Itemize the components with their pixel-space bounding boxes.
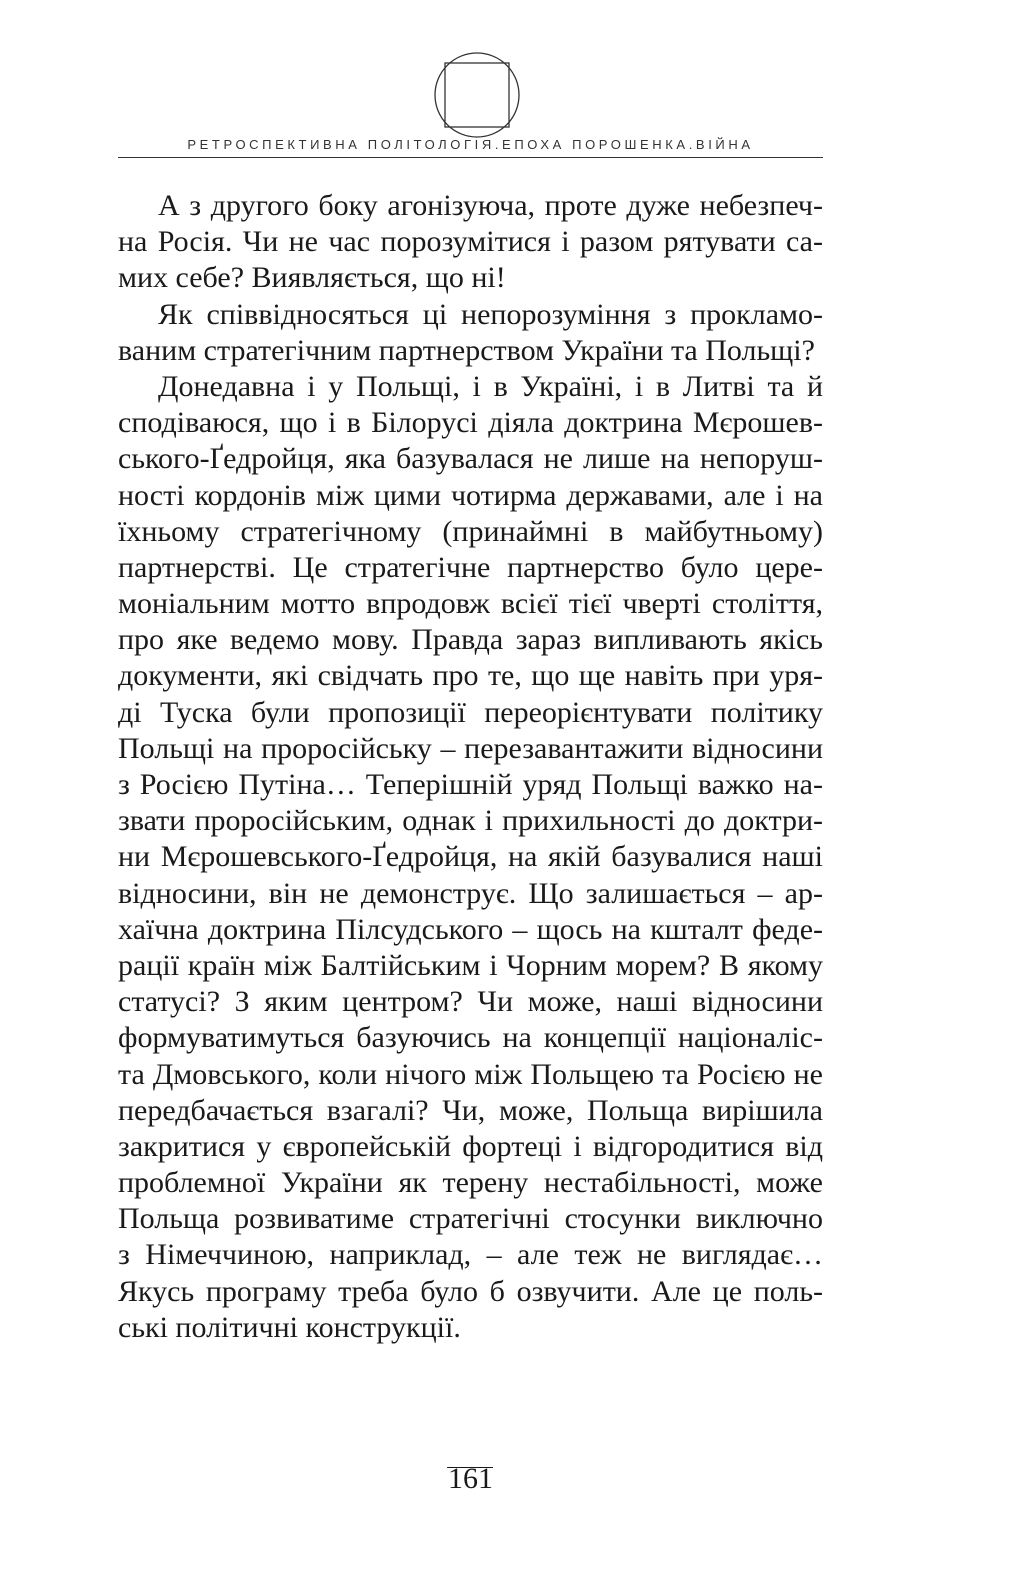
header-rule xyxy=(118,157,823,158)
body-text xyxy=(118,188,823,1346)
text-line: статусі? З яким центром? Чи може, наші відносини xyxy=(118,985,823,1019)
text-line: хаїчна доктрина Пілсудського – щось на кшталт феде- xyxy=(118,912,823,946)
text-line: ваним стратегічним партнерством України та Польщі? xyxy=(118,333,815,367)
text-line: Якусь програму треба було б озвучити. Але це поль- xyxy=(118,1274,823,1308)
text-line: моніальним мотто впродовж всієї тієї чверті століття, xyxy=(118,587,823,621)
text-line: Донедавна і у Польщі, і в Україні, і в Литві та й xyxy=(158,369,823,403)
text-line: партнерстві. Це стратегічне партнерство було цере- xyxy=(118,550,823,584)
text-line: передбачається взагалі? Чи, може, Польща вирішила xyxy=(118,1093,823,1127)
text-line: їхньому стратегічному (принаймні в майбутньому) xyxy=(118,514,823,548)
text-line: звати проросійським, однак і прихильності до доктри- xyxy=(118,804,823,838)
text-line: ності кордонів між цими чотирма державами, але і на xyxy=(118,478,823,512)
text-line: сподіваюся, що і в Білорусі діяла доктрина Мєрошев- xyxy=(118,406,823,440)
text-line: Польща розвиватиме стратегічні стосунки виключно xyxy=(118,1202,823,1236)
text-line: на Росія. Чи не час порозумітися і разом рятувати са- xyxy=(118,225,823,259)
text-line: закритися у європейській фортеці і відгородитися від xyxy=(118,1129,823,1163)
text-line: проблемної України як терену нестабільності, може xyxy=(118,1166,823,1200)
page-number: 161 xyxy=(448,1462,493,1495)
text-line: ські політичні конструкції. xyxy=(118,1310,461,1344)
text-line: ського-Ґедройця, яка базувалася не лише на непоруш- xyxy=(118,442,823,476)
text-line: ді Туска були пропозиції переорієнтувати політику xyxy=(118,695,823,729)
text-line: з Росією Путіна… Теперішній уряд Польщі важко на- xyxy=(118,768,823,801)
text-line: відносини, він не демонструє. Що залишається – ар- xyxy=(118,876,823,910)
running-head: РЕТРОСПЕКТИВНА ПОЛІТОЛОГІЯ.ЕПОХА ПОРОШЕНКА.ВІЙНА xyxy=(187,137,754,152)
text-line: про яке ведемо мову. Правда зараз випливають якісь xyxy=(118,623,823,657)
text-line: Як співвідносяться ці непорозуміння з прокламо- xyxy=(158,297,823,331)
text-line: А з другого боку агонізуюча, проте дуже небезпеч- xyxy=(158,189,823,222)
text-line: ни Мєрошевського-Ґедройця, на якій базувалися наші xyxy=(118,840,823,874)
text-line: та Дмовського, коли нічого між Польщею та Росією не xyxy=(118,1057,823,1091)
text-line: Польщі на проросійську – перезавантажити відносини xyxy=(118,731,823,765)
circle-square-logo-icon xyxy=(433,51,521,139)
text-line: формуватимуться базуючись на концепції націоналіс- xyxy=(118,1021,823,1055)
text-line: з Німеччиною, наприклад, – але теж не виглядає… xyxy=(118,1238,823,1272)
text-line: документи, які свідчать про те, що ще навіть при уря- xyxy=(118,659,823,693)
text-line: рації країн між Балтійським і Чорним морем? В якому xyxy=(118,948,823,982)
text-line: мих себе? Виявляється, що ні! xyxy=(118,261,506,295)
